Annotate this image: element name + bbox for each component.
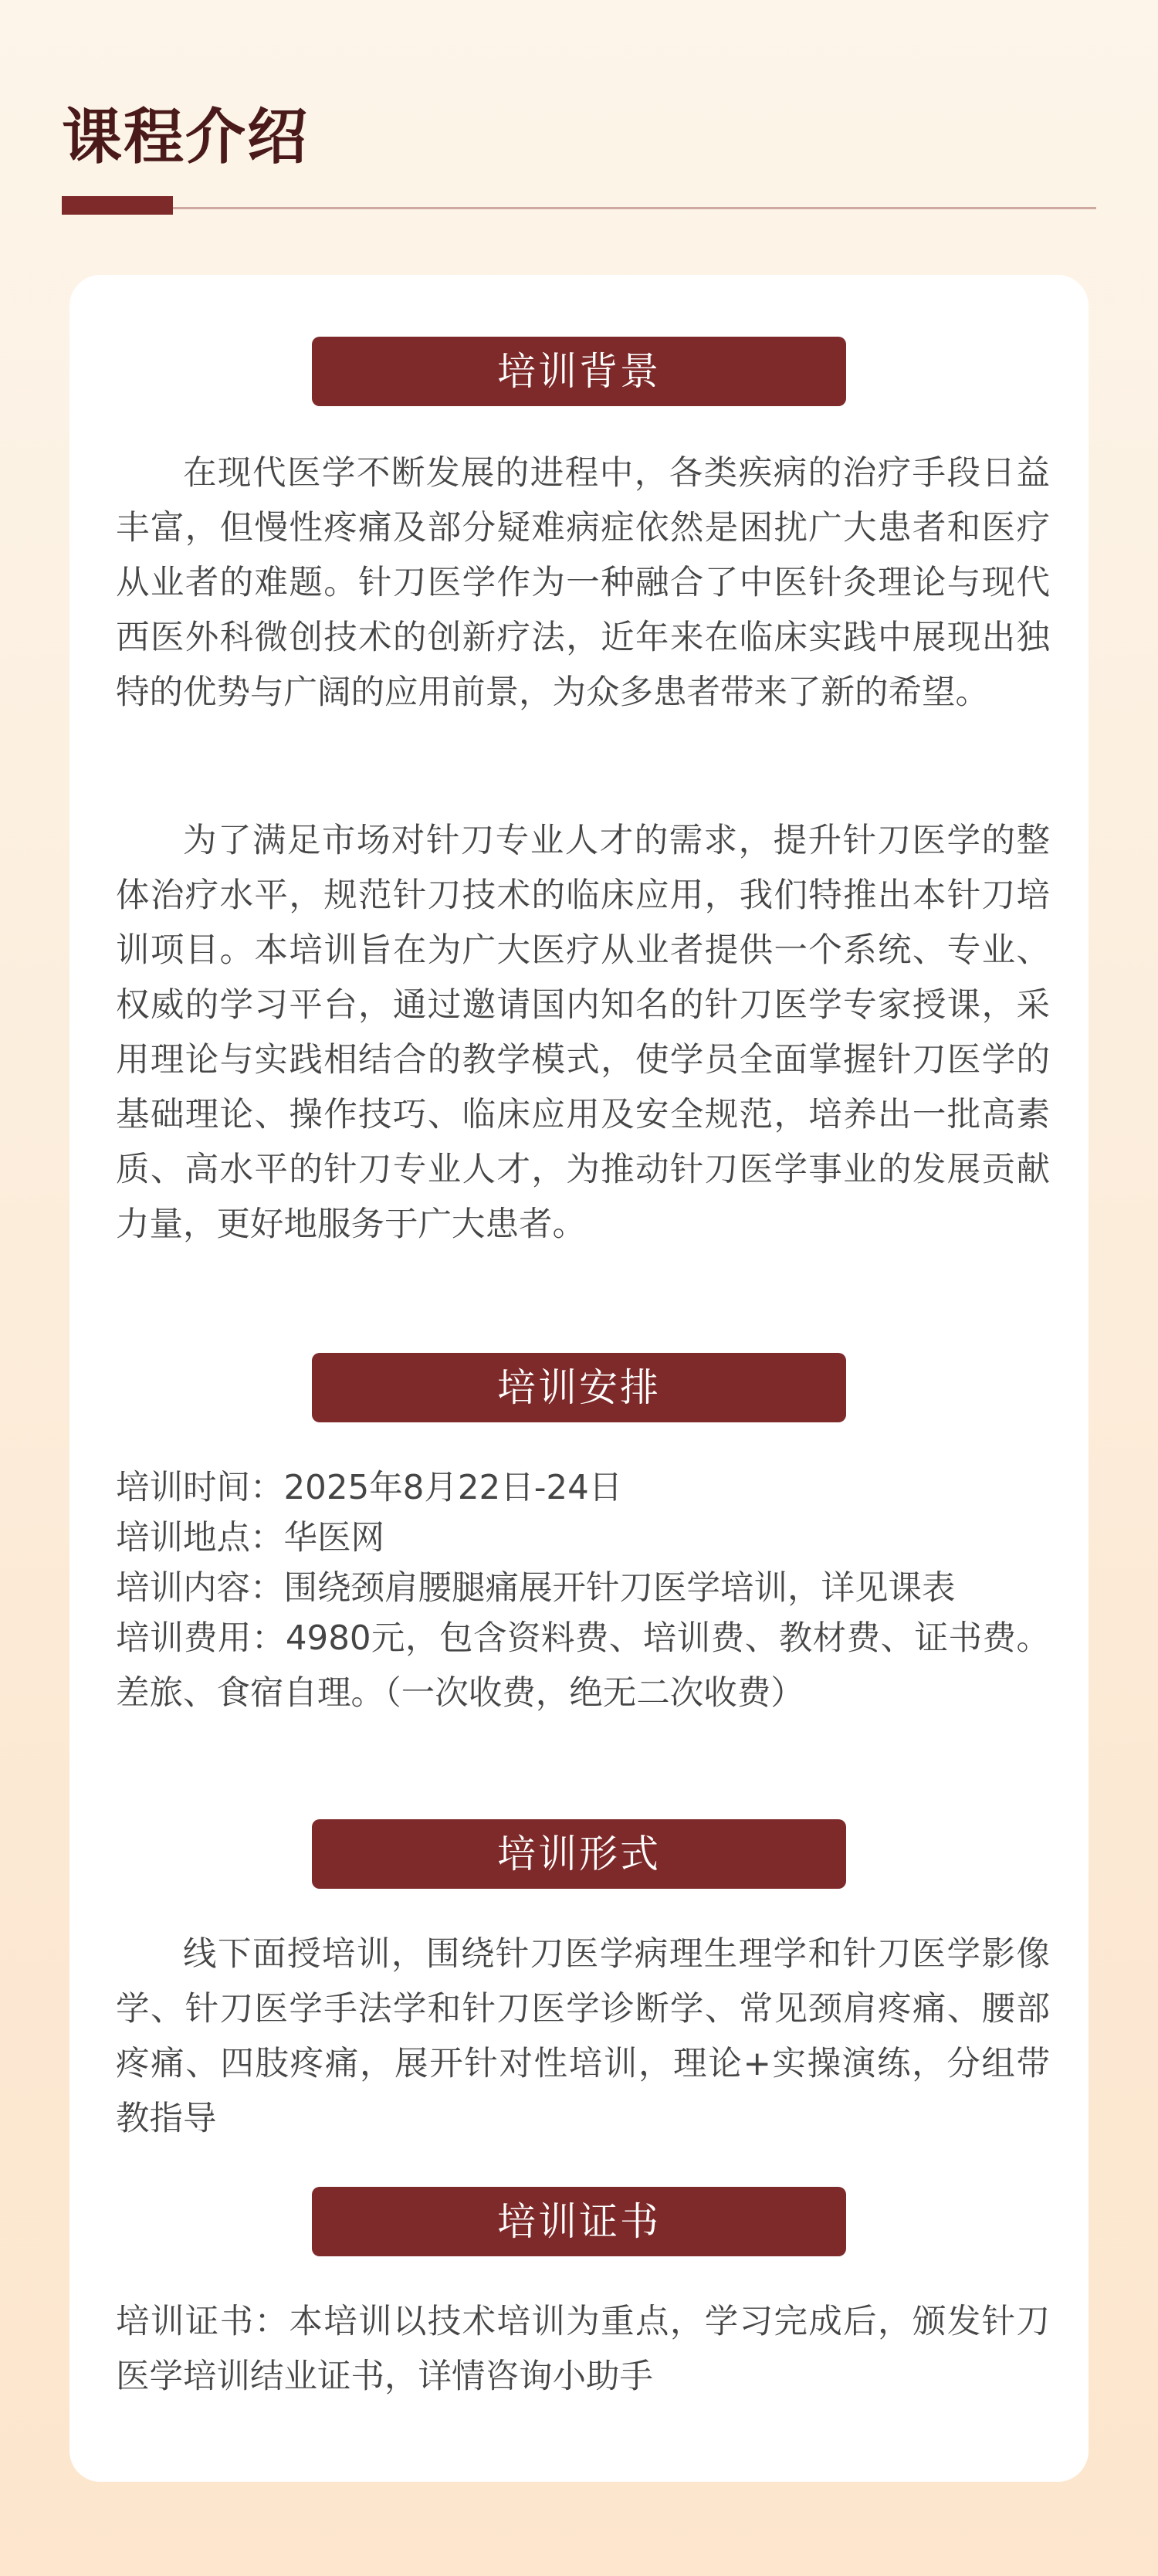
page-title: 课程介绍 bbox=[62, 103, 310, 172]
title-divider bbox=[62, 207, 1096, 209]
background-paragraph-2: 为了满足市场对针刀专业人才的需求，提升针刀医学的整体治疗水平，规范针刀技术的临床应用，我们特推出本针刀培训项目。本培训旨在为广大医疗从业者提供一个系统、专业、权威的学习平台，通过邀请国内知名的针刀医学专家授课，采用理论与实践相结合的教学模式，使学员全面掌握针刀医学的基础理论、操作技巧、临床应用及安全规范，培养出一批高素质、高水平的针刀专业人才，为推动针刀医学事业的发展贡献力量，更好地服务于广大患者。 bbox=[116, 822, 1050, 1244]
course-intro-card bbox=[69, 275, 1089, 2482]
training-location: 培训地点：华医网 bbox=[116, 1519, 384, 1557]
training-time: 培训时间：2025年8月22日-24日 bbox=[116, 1469, 623, 1507]
training-content: 培训内容：围绕颈肩腰腿痛展开针刀医学培训，详见课表 bbox=[116, 1569, 956, 1608]
page-header bbox=[62, 91, 1096, 215]
background-paragraph-1: 在现代医学不断发展的进程中，各类疾病的治疗手段日益丰富，但慢性疼痛及部分疑难病症依然是困扰广大患者和医疗从业者的难题。针刀医学作为一种融合了中医针灸理论与现代西医外科微创技术的创新疗法，近年来在临床实践中展现出独特的优势与广阔的应用前景，为众多患者带来了新的希望。 bbox=[116, 454, 1050, 712]
format-paragraph: 线下面授培训，围绕针刀医学病理生理学和针刀医学影像学、针刀医学手法学和针刀医学诊断学、常见颈肩疼痛、腰部疼痛、四肢疼痛，展开针对性培训，理论+实操演练，分组带教指导 bbox=[116, 1935, 1050, 2138]
section-header-format: 培训形式 bbox=[312, 1819, 846, 1889]
certificate-paragraph: 培训证书：本培训以技术培训为重点，学习完成后，颁发针刀医学培训结业证书，详情咨询小助手 bbox=[116, 2303, 1050, 2396]
section-header-arrangement: 培训安排 bbox=[312, 1353, 846, 1422]
training-fee: 培训费用：4980元，包含资料费、培训费、教材费、证书费。差旅、食宿自理。（一次收费，绝无二次收费） bbox=[116, 1619, 1050, 1713]
title-divider-accent bbox=[62, 196, 173, 215]
section-header-background: 培训背景 bbox=[312, 337, 846, 406]
section-header-certificate: 培训证书 bbox=[312, 2187, 846, 2256]
